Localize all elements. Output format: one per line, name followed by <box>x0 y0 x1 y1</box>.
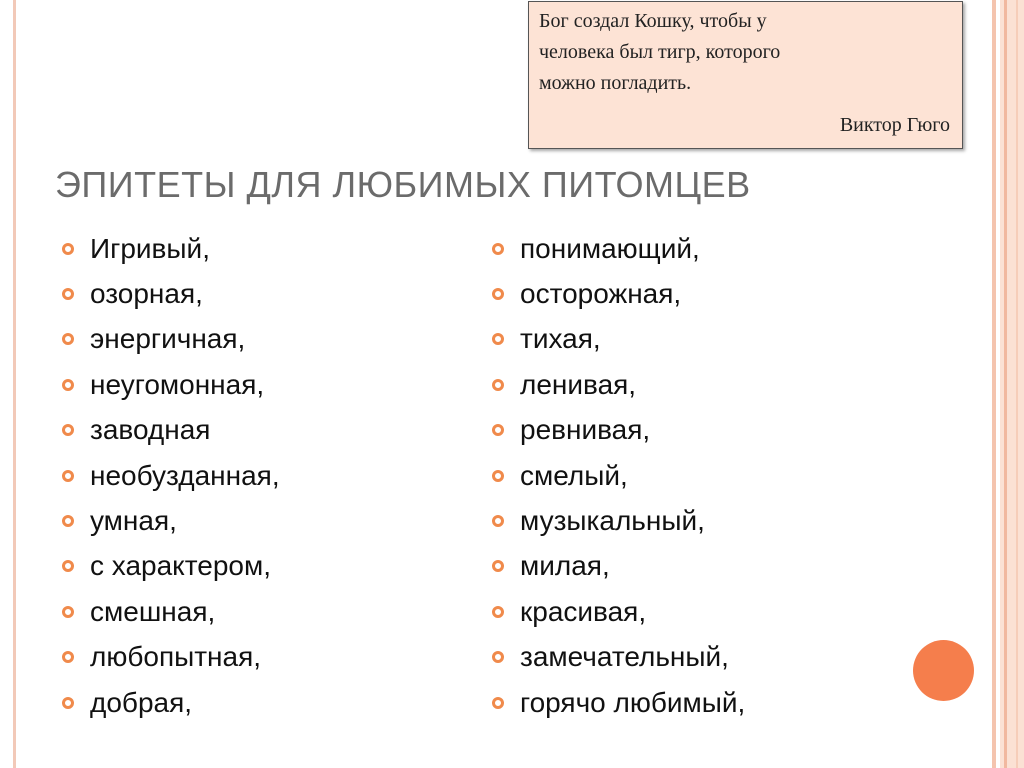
ring-bullet-icon <box>62 470 74 482</box>
list-item <box>62 498 280 543</box>
right-border-stripe <box>992 0 996 768</box>
list-item-text: с характером, <box>90 550 272 582</box>
list-item-text: понимающий, <box>520 232 700 264</box>
list-item-text: музыкальный, <box>520 505 705 537</box>
list-item-text: горячо любимый, <box>520 686 746 718</box>
list-item-text: умная, <box>90 505 177 537</box>
list-item <box>62 271 280 316</box>
left-border-line <box>13 0 16 768</box>
ring-bullet-icon <box>62 288 74 300</box>
ring-bullet-icon <box>62 243 74 255</box>
list-item <box>492 544 745 589</box>
epithet-list-left <box>62 226 280 725</box>
ring-bullet-icon <box>492 697 504 709</box>
ring-bullet-icon <box>62 651 74 663</box>
list-item-text: необузданная, <box>90 459 280 491</box>
list-item-text: заводная <box>90 414 211 446</box>
list-item <box>492 226 745 271</box>
list-item-text: осторожная, <box>520 278 682 310</box>
ring-bullet-icon <box>62 424 74 436</box>
list-item <box>62 362 280 407</box>
quote-text: Бог создал Кошку, чтобы у человека был тигр, которого можно погладить. <box>539 10 781 94</box>
ring-bullet-icon <box>492 515 504 527</box>
list-item-text: ревнивая, <box>520 414 651 446</box>
list-item-text: Игривый, <box>90 232 210 264</box>
list-item <box>492 498 745 543</box>
list-item-text: ленивая, <box>520 368 637 400</box>
list-item <box>62 453 280 498</box>
list-item <box>62 226 280 271</box>
slide-title: ЭПИТЕТЫ ДЛЯ ЛЮБИМЫХ ПИТОМЦЕВ <box>55 164 751 205</box>
list-item-text: смешная, <box>90 595 216 627</box>
list-item <box>62 589 280 634</box>
list-item <box>62 680 280 725</box>
list-item <box>492 635 745 680</box>
ring-bullet-icon <box>492 424 504 436</box>
list-item <box>492 589 745 634</box>
list-item-text: энергичная, <box>90 323 246 355</box>
list-item <box>492 362 745 407</box>
ring-bullet-icon <box>492 606 504 618</box>
list-item-text: милая, <box>520 550 610 582</box>
list-item <box>492 317 745 362</box>
quote-author: Виктор Гюго <box>839 114 950 136</box>
list-item-text: добрая, <box>90 686 193 718</box>
ring-bullet-icon <box>62 333 74 345</box>
list-item <box>62 544 280 589</box>
ring-bullet-icon <box>492 379 504 391</box>
list-item <box>492 453 745 498</box>
list-item-text: озорная, <box>90 278 203 310</box>
epithet-list-right <box>492 226 745 725</box>
right-border-stripe <box>1016 0 1018 768</box>
list-item-text: замечательный, <box>520 641 729 673</box>
list-item-text: тихая, <box>520 323 601 355</box>
ring-bullet-icon <box>492 470 504 482</box>
ring-bullet-icon <box>492 243 504 255</box>
ring-bullet-icon <box>492 560 504 572</box>
ring-bullet-icon <box>492 333 504 345</box>
ring-bullet-icon <box>492 288 504 300</box>
quote-box <box>528 1 963 149</box>
list-item <box>62 635 280 680</box>
ring-bullet-icon <box>62 606 74 618</box>
ring-bullet-icon <box>62 697 74 709</box>
list-item-text: неугомонная, <box>90 368 265 400</box>
ring-bullet-icon <box>62 515 74 527</box>
list-item <box>492 408 745 453</box>
list-item-text: красивая, <box>520 595 647 627</box>
list-item <box>492 680 745 725</box>
list-item <box>62 317 280 362</box>
orange-circle-decoration <box>913 640 974 701</box>
list-item <box>62 408 280 453</box>
ring-bullet-icon <box>492 651 504 663</box>
ring-bullet-icon <box>62 379 74 391</box>
list-item-text: смелый, <box>520 459 628 491</box>
list-item <box>492 271 745 316</box>
list-item-text: любопытная, <box>90 641 262 673</box>
right-border-stripe <box>1004 0 1007 768</box>
ring-bullet-icon <box>62 560 74 572</box>
